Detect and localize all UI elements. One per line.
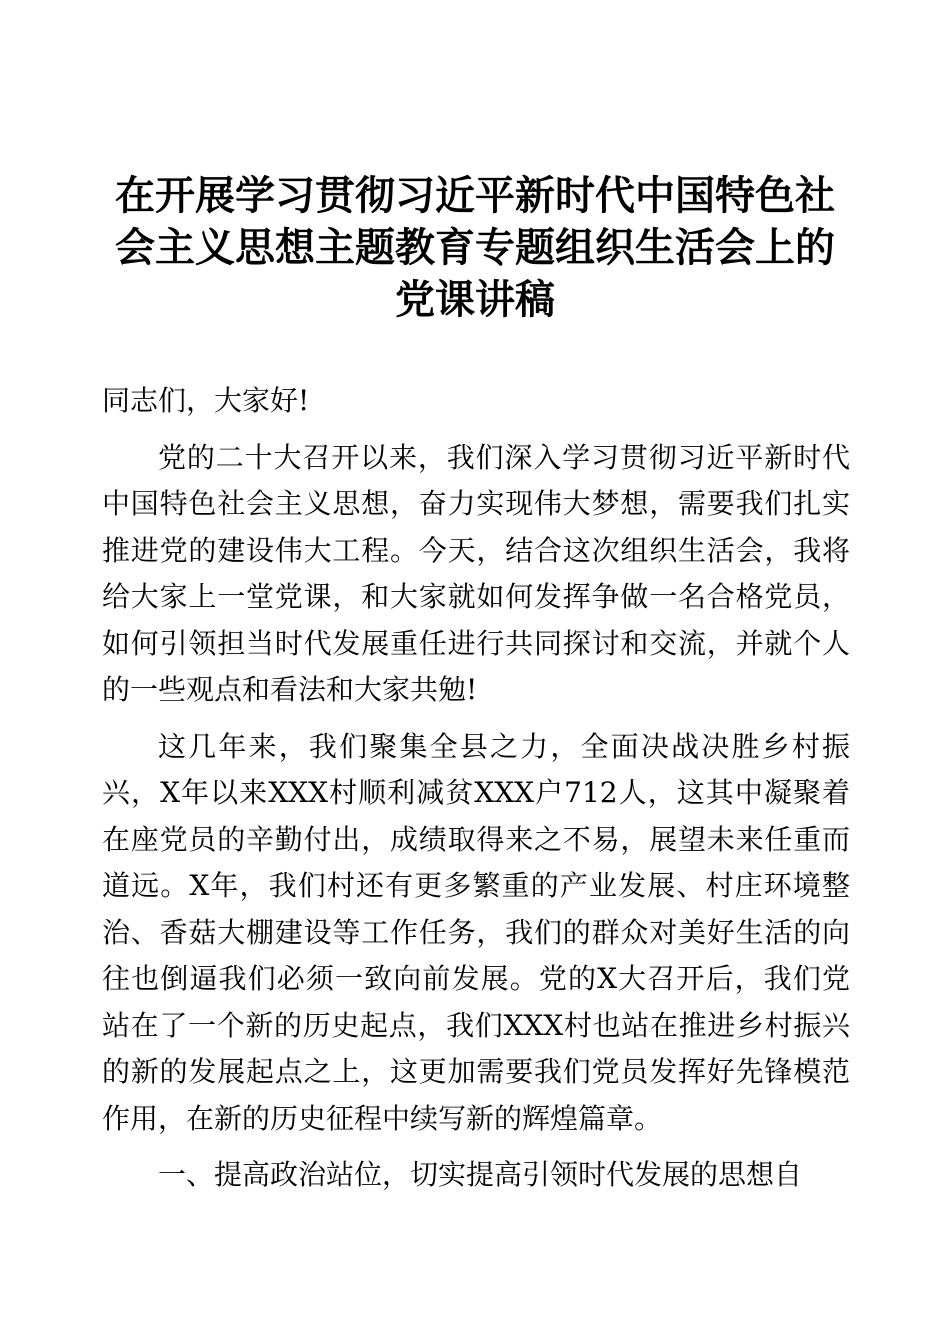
paragraph-gap — [102, 714, 850, 724]
paragraph-2-line: 兴，X年以来XXX村顺利减贫XXX户712人，这其中凝聚着 — [102, 776, 850, 809]
paragraph-1 — [102, 435, 850, 714]
paragraph-2-line: 这几年来，我们聚集全县之力，全面决战决胜乡村振 — [158, 729, 850, 763]
paragraph-1-line: 如何引领担当时代发展重任进行共同探讨和交流，并就个人 — [102, 626, 850, 660]
paragraph-2-line: 治、香菇大棚建设等工作任务，我们的群众对美好生活的向 — [102, 915, 850, 949]
greeting: 同志们，大家好! — [102, 384, 310, 417]
paragraph-2-line: 站在了一个新的历史起点，我们XXX村也站在推进乡村振兴 — [102, 1008, 850, 1042]
paragraph-2-line: 道远。X年，我们村还有更多繁重的产业发展、村庄环境整 — [102, 869, 850, 902]
title-line-1: 在开展学习贯彻习近平新时代中国特色社 — [115, 172, 835, 219]
paragraph-2 — [102, 724, 850, 1143]
paragraph-1-line: 给大家上一堂党课，和大家就如何发挥争做一名合格党员， — [102, 580, 850, 613]
paragraph-2-line: 作用，在新的历史征程中续写新的辉煌篇章。 — [102, 1101, 663, 1135]
paragraph-1-line: 党的二十大召开以来，我们深入学习贯彻习近平新时代 — [158, 440, 850, 474]
title-line-2: 会主义思想主题教育专题组织生活会上的 — [115, 224, 835, 271]
paragraph-1-line: 推进党的建设伟大工程。今天，结合这次组织生活会，我将 — [102, 533, 850, 567]
paragraph-2-line: 往也倒逼我们必须一致向前发展。党的X大召开后，我们党 — [102, 962, 850, 995]
section-heading-1: 一、提高政治站位，切实提高引领时代发展的思想自 — [158, 1158, 803, 1191]
paragraph-1-line: 中国特色社会主义思想，奋力实现伟大梦想，需要我们扎实 — [102, 487, 850, 520]
paragraph-1-line: 的一些观点和看法和大家共勉! — [102, 673, 478, 706]
paragraph-2-line: 在座党员的辛勤付出，成绩取得来之不易，展望未来任重而 — [102, 822, 850, 856]
paragraph-gap — [102, 1142, 850, 1152]
document-body — [102, 378, 850, 1199]
title-line-3: 党课讲稿 — [395, 276, 555, 323]
document-title — [90, 170, 860, 326]
paragraph-gap — [102, 425, 850, 435]
paragraph-2-line: 的新的发展起点之上，这更加需要我们党员发挥好先锋模范 — [102, 1055, 850, 1088]
